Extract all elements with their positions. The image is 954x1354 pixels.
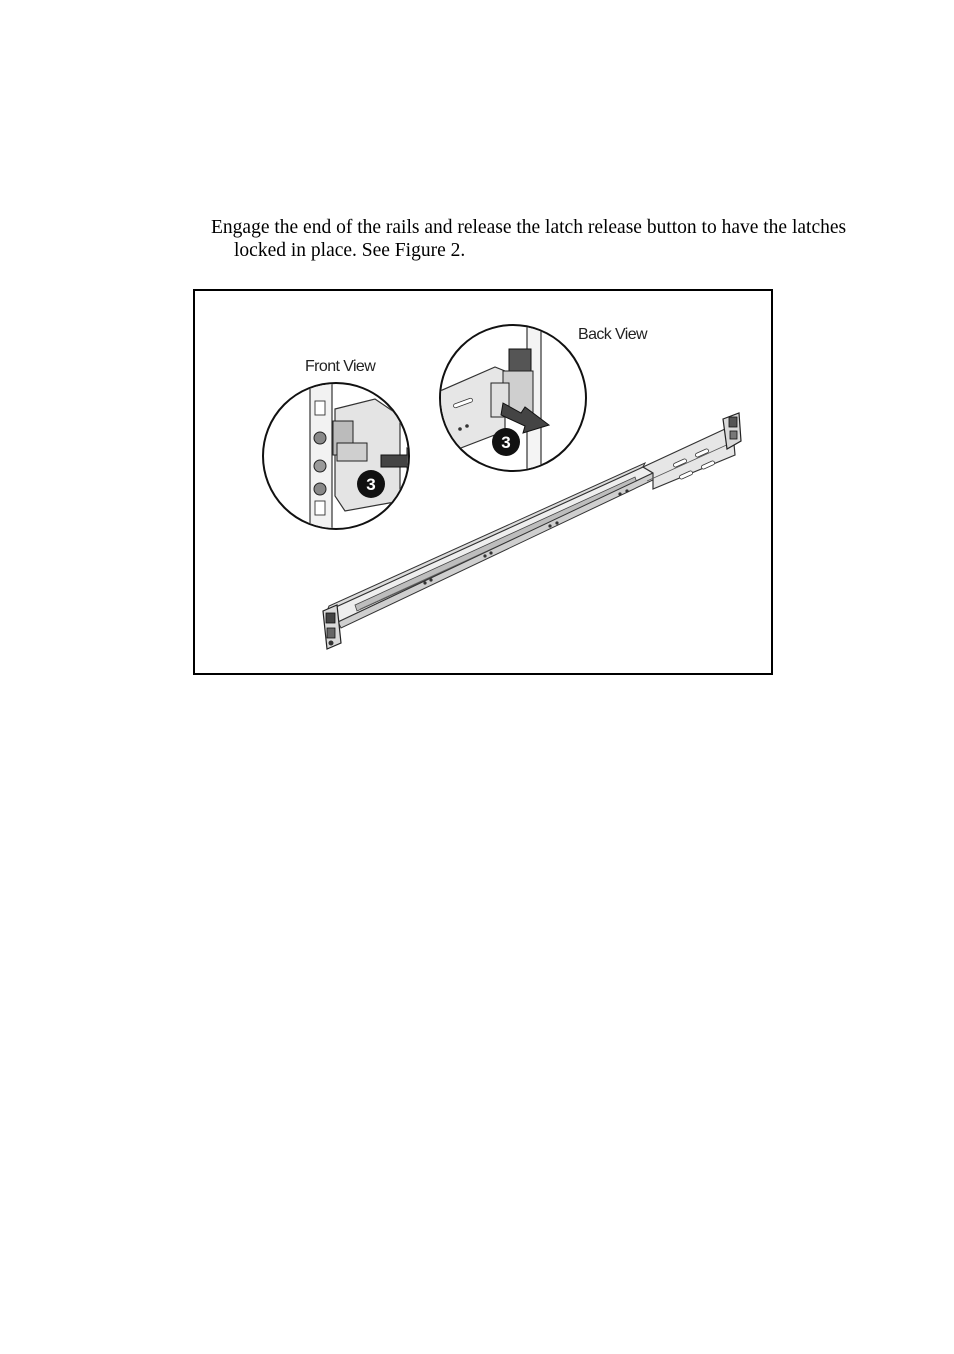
back-view-magnifier: [440, 321, 648, 481]
front-view-label: Front View: [305, 358, 376, 375]
instruction-text: Engage the end of the rails and release the latch release button to have the latches locked in place. See Figure 2.: [211, 216, 847, 261]
front-step-number: 3: [366, 475, 376, 494]
back-view-label: Back View: [578, 326, 648, 343]
back-step-number: 3: [501, 433, 511, 452]
front-view-magnifier: [263, 358, 427, 539]
figure-2-rail-latch-illustration: [193, 289, 773, 675]
